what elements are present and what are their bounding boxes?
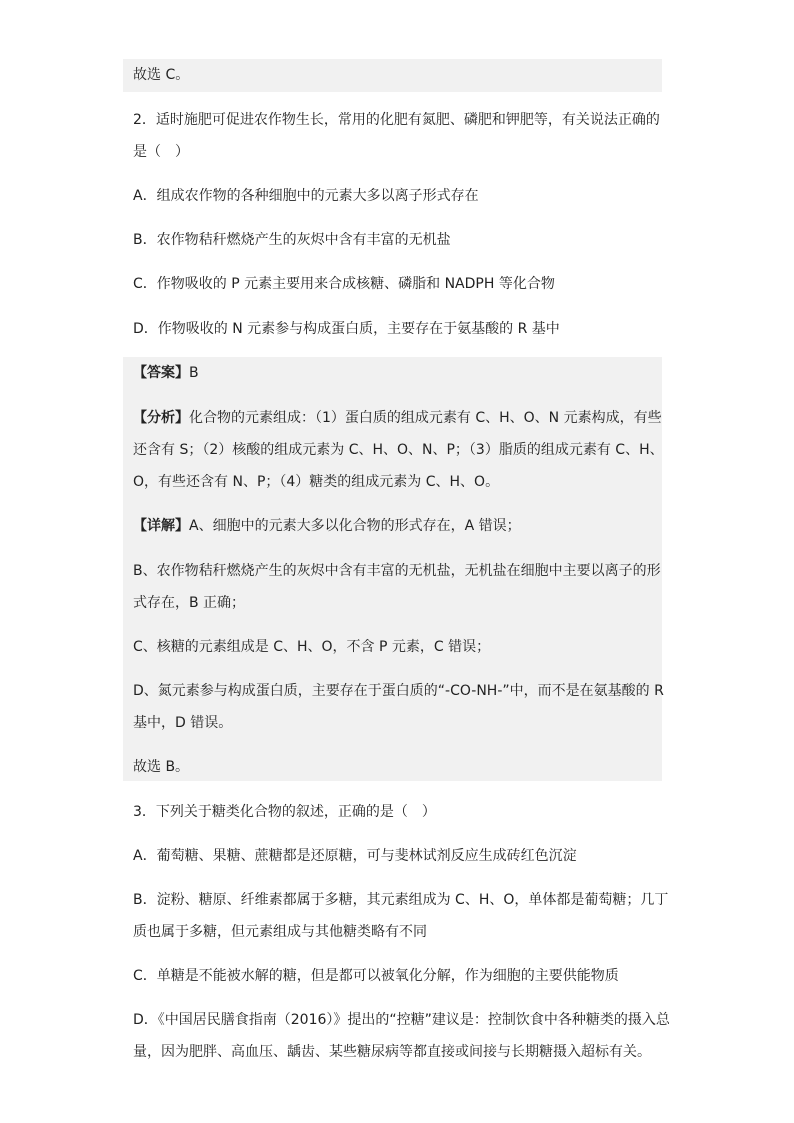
- q3-option-d-line-2: 量，因为肥胖、高血压、龋齿、某些糖尿病等都直接或间接与长期糖摄入超标有关。: [133, 1044, 651, 1060]
- answer-value: B: [189, 365, 199, 381]
- detail-line-6: 基中，D 错误。: [133, 715, 233, 731]
- analysis-line-1: [133, 408, 662, 428]
- q2-option-b: B．农作物秸秆燃烧产生的灰烬中含有丰富的无机盐: [133, 232, 451, 248]
- analysis-label: 【分析】: [133, 410, 189, 426]
- detail-line-5: D、氮元素参与构成蛋白质，主要存在于蛋白质的“-CO-NH-”中，而不是在氨基酸的 R: [133, 683, 664, 699]
- q3-option-a: A．葡萄糖、果糖、蔗糖都是还原糖，可与斐林试剂反应生成砖红色沉淀: [133, 848, 577, 864]
- q2-option-c: C．作物吸收的 P 元素主要用来合成核糖、磷脂和 NADPH 等化合物: [133, 276, 555, 292]
- q2-option-d: D．作物吸收的 N 元素参与构成蛋白质，主要存在于氨基酸的 R 基中: [133, 321, 560, 337]
- analysis-text-1: 化合物的元素组成：（1）蛋白质的组成元素有 C、H、O、N 元素构成，有些: [189, 410, 662, 426]
- answer-line: [133, 363, 199, 383]
- analysis-line-2: 还含有 S；（2）核酸的组成元素为 C、H、O、N、P；（3）脂质的组成元素有 C、H、: [133, 442, 664, 458]
- answer-label: 【答案】: [133, 365, 189, 381]
- detail-text-1: A、细胞中的元素大多以化合物的形式存在，A 错误；: [189, 518, 521, 534]
- q2-stem-line-2: 是（ ）: [133, 144, 189, 160]
- q3-stem: 3．下列关于糖类化合物的叙述，正确的是（ ）: [133, 804, 436, 820]
- q3-option-d-line-1: D．《中国居民膳食指南（2016）》提出的“控糖”建议是：控制饮食中各种糖类的摄入总: [133, 1012, 670, 1028]
- detail-line-2: B、农作物秸秆燃烧产生的灰烬中含有丰富的无机盐，无机盐在细胞中主要以离子的形: [133, 563, 661, 579]
- detail-line-3: 式存在，B 正确；: [133, 595, 246, 611]
- q2-option-a: A．组成农作物的各种细胞中的元素大多以离子形式存在: [133, 188, 479, 204]
- detail-line-4: C、核糖的元素组成是 C、H、O，不含 P 元素，C 错误；: [133, 639, 491, 655]
- q2-stem-line-1: 2．适时施肥可促进农作物生长，常用的化肥有氮肥、磷肥和钾肥等，有关说法正确的: [133, 112, 660, 128]
- analysis-line-3: O，有些还含有 N、P；（4）糖类的组成元素为 C、H、O。: [133, 474, 500, 490]
- q3-option-c: C．单糖是不能被水解的糖，但是都可以被氧化分解，作为细胞的主要供能物质: [133, 968, 619, 984]
- detail-line-1: [133, 516, 521, 536]
- prev-conclusion: 故选 C。: [133, 67, 190, 83]
- prev-answer-shade: [123, 59, 662, 92]
- q3-option-b-line-2: 质也属于多糖，但元素组成与其他糖类略有不同: [133, 924, 427, 940]
- q2-conclusion: 故选 B。: [133, 759, 190, 775]
- detail-label: 【详解】: [133, 518, 189, 534]
- q3-option-b-line-1: B．淀粉、糖原、纤维素都属于多糖，其元素组成为 C、H、O，单体都是葡萄糖；几丁: [133, 892, 669, 908]
